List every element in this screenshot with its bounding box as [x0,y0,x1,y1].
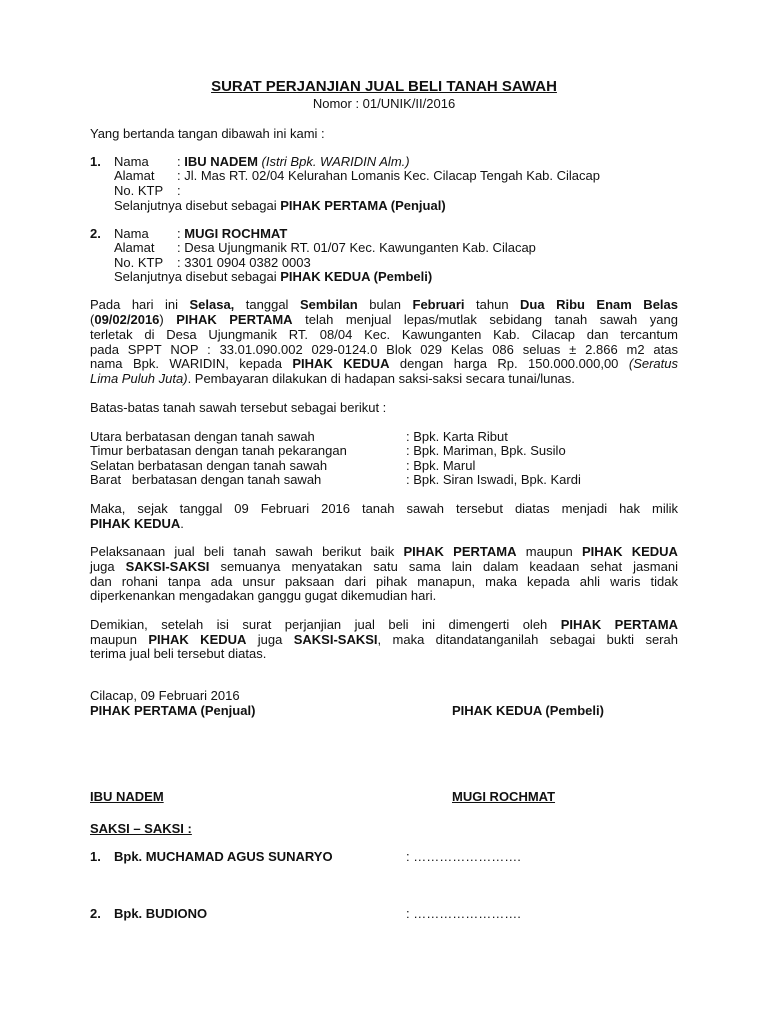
p4-text: Demikian, setelah isi surat perjanjian jual beli ini dimengerti oleh [90,617,548,632]
party-1-name-label: Nama [114,154,149,169]
sale-paragraph-line-3: terletak di Desa Ujungmanik RT. 08/04 Kec. Kawunganten Kab. Cilacap dan tercantum [90,327,678,342]
p1-month: Februari [412,297,465,312]
party-1-name-note: (Istri Bpk. WARIDIN Alm.) [261,154,410,169]
witness-name: Bpk. MUCHAMAD AGUS SUNARYO [114,849,333,864]
boundary-value: : Bpk. Karta Ribut [406,429,508,444]
p1-paren: ) [159,312,164,327]
party-2-ktp: : 3301 0904 0382 0003 [177,255,311,270]
boundary-label: Utara berbatasan dengan tanah sawah [90,429,315,444]
party-1-role-prefix: Selanjutnya disebut sebagai [114,198,277,213]
consent-line-2 [90,559,678,574]
p4-party-second: PIHAK KEDUA [148,632,247,647]
p1-paren: ( [90,312,95,327]
intro-text: Yang bertanda tangan dibawah ini kami : [90,126,325,141]
party-1-ktp: : [177,183,181,198]
p3-text: Pelaksanaan jual beli tanah sawah berikut baik [90,544,395,559]
party-1-address-label: Alamat [114,168,155,183]
p4-witnesses: SAKSI-SAKSI [293,632,378,647]
p4-text: , maka ditandatanganilah sebagai bukti serah [377,632,678,647]
sale-paragraph-line-1 [90,297,678,312]
p4-text: maupun [90,632,137,647]
p3-party-first: PIHAK PERTAMA [403,544,517,559]
consent-line-3: dan rohani tanpa ada unsur paksaan dari pihak manapun, maka kepada ahli waris tidak [90,574,678,589]
sale-paragraph-line-4: pada SPPT NOP : 33.01.090.002 029-0124.0 Blok 029 Kelas 086 seluas ± 2.866 m2 atas [90,342,678,357]
p1-text: nama Bpk. WARIDIN, kepada [90,356,282,371]
p1-text: . Pembayaran dilakukan di hadapan saksi-saksi secara tunai/lunas. [187,371,575,386]
party-2-role [114,269,432,284]
witness-number: 1. [90,849,101,864]
p3-text: juga [90,559,115,574]
ownership-line-1: Maka, sejak tanggal 09 Februari 2016 tanah sawah tersebut diatas menjadi hak milik [90,501,678,516]
closing-line-3: terima jual beli tersebut diatas. [90,646,267,661]
boundary-label: Timur berbatasan dengan tanah pekarangan [90,443,347,458]
consent-line-1 [90,544,678,559]
party-2-role-value: PIHAK KEDUA (Pembeli) [280,269,433,284]
party-1-role-value: PIHAK PERTAMA (Penjual) [280,198,446,213]
sale-paragraph-line-5 [90,356,678,371]
party-1-number: 1. [90,154,101,169]
party-2-address-label: Alamat [114,240,155,255]
sale-paragraph-line-6 [90,371,678,386]
closing-line-1 [90,617,678,632]
p1-date-numeric: 09/02/2016 [94,312,160,327]
p1-price: dengan harga Rp. 150.000.000,00 [399,356,619,371]
party-2-name: MUGI ROCHMAT [184,226,288,241]
party-2-ktp-label: No. KTP [114,255,164,270]
party-2-role-prefix: Selanjutnya disebut sebagai [114,269,277,284]
party-2-name-row: : MUGI ROCHMAT [177,226,288,241]
boundary-label: Barat berbatasan dengan tanah sawah [90,472,322,487]
p1-text: telah menjual lepas/mutlak sebidang tanah sawah yang [305,312,678,327]
sign-left-name: IBU NADEM [90,789,164,804]
p1-text: tahun [476,297,509,312]
ownership-line-2 [90,516,678,531]
witness-signature-line: : ……………………. [406,849,521,864]
document-number: Nomor : 01/UNIK/II/2016 [312,96,456,111]
document-title: SURAT PERJANJIAN JUAL BELI TANAH SAWAH [211,78,557,95]
boundary-value: : Bpk. Siran Iswadi, Bpk. Kardi [406,472,581,487]
boundary-value: : Bpk. Marul [406,458,476,473]
party-1-address: : Jl. Mas RT. 02/04 Kelurahan Lomanis Kec. Cilacap Tengah Kab. Cilacap [177,168,600,183]
p1-year: Dua Ribu Enam Belas [520,297,678,312]
p3-text: maupun [525,544,573,559]
place-date: Cilacap, 09 Februari 2016 [90,688,240,703]
p1-party-second: PIHAK KEDUA [292,356,390,371]
p4-party-first: PIHAK PERTAMA [560,617,678,632]
party-2-address: : Desa Ujungmanik RT. 01/07 Kec. Kawunganten Kab. Cilacap [177,240,536,255]
party-2-number: 2. [90,226,101,241]
p3-witnesses: SAKSI-SAKSI [125,559,210,574]
p2-end: . [180,516,184,531]
boundary-label: Selatan berbatasan dengan tanah sawah [90,458,328,473]
p1-text: tanggal [245,297,289,312]
witness-title: SAKSI – SAKSI : [90,821,192,836]
sale-paragraph-line-2 [90,312,678,327]
p1-text: Pada hari ini [90,297,178,312]
sign-right-name: MUGI ROCHMAT [452,789,556,804]
p1-text: bulan [369,297,402,312]
p1-day: Selasa, [189,297,235,312]
p2-party: PIHAK KEDUA [90,516,181,531]
sign-left-title: PIHAK PERTAMA (Penjual) [90,703,256,718]
party-1-ktp-label: No. KTP [114,183,164,198]
party-2-name-label: Nama [114,226,149,241]
consent-line-4: diperkenankan mengadakan ganggu gugat dikemudian hari. [90,588,437,603]
party-1-name: IBU NADEM [184,154,258,169]
p1-price-words-cont: Lima Puluh Juta) [90,371,188,386]
p1-price-words: (Seratus [628,356,678,371]
party-1-name-row: : IBU NADEM (Istri Bpk. WARIDIN Alm.) [177,154,410,169]
p1-date-words: Sembilan [299,297,358,312]
p3-text: semuanya menyatakan satu sama lain dalam keadaan sehat jasmani [220,559,678,574]
boundary-value: : Bpk. Mariman, Bpk. Susilo [406,443,566,458]
closing-line-2 [90,632,678,647]
witness-signature-line: : ……………………. [406,906,521,921]
p4-text: juga [257,632,283,647]
party-1-role [114,198,446,213]
boundary-intro: Batas-batas tanah sawah tersebut sebagai berikut : [90,400,387,415]
p1-party-first: PIHAK PERTAMA [176,312,293,327]
witness-number: 2. [90,906,101,921]
witness-name: Bpk. BUDIONO [114,906,208,921]
p3-party-second: PIHAK KEDUA [582,544,678,559]
sign-right-title: PIHAK KEDUA (Pembeli) [452,703,604,718]
